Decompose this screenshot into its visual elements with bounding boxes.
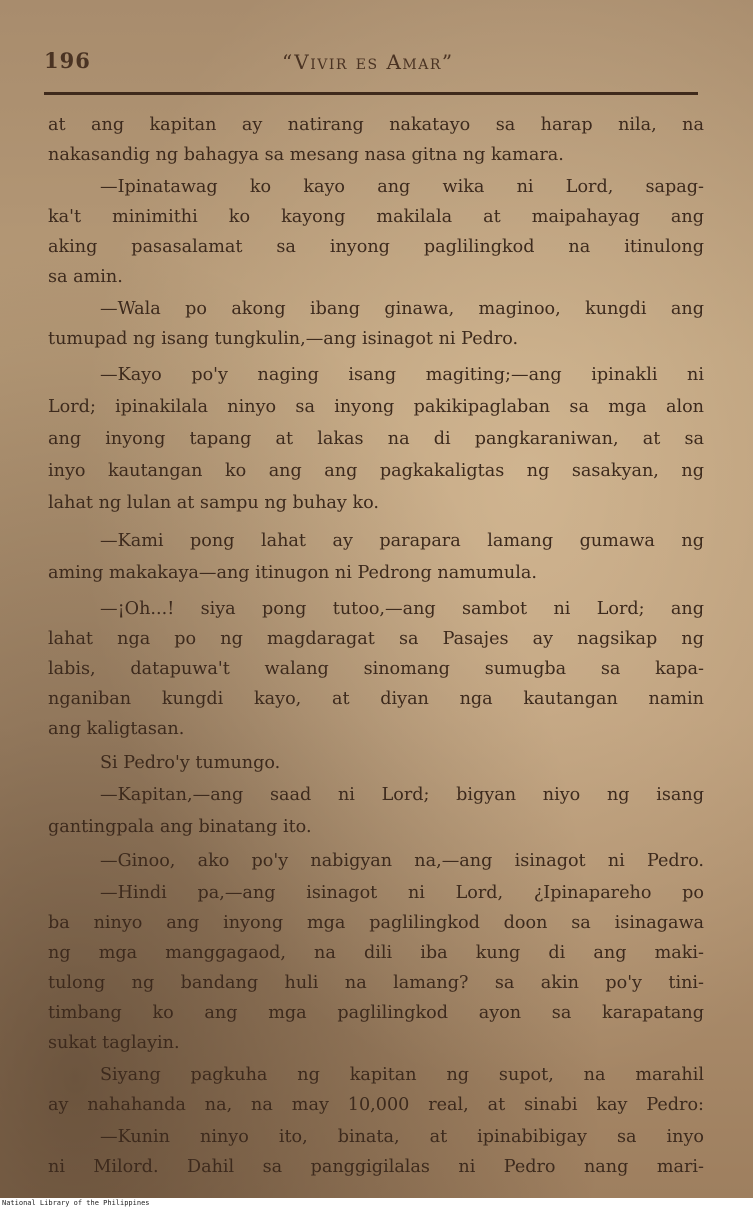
page-number: 196	[44, 48, 91, 73]
text-line-21: Si Pedro'y tumungo.	[100, 753, 281, 773]
text-line-31: Siyang pagkuha ng kapitan ng supot, na marahil	[100, 1065, 704, 1085]
text-line-5: aking pasasalamat sa inyong paglilingkod na itinulong	[48, 237, 704, 257]
text-line-30: sukat taglayin.	[48, 1033, 180, 1053]
text-line-3: —Ipinatawag ko kayo ang wika ni Lord, sapag-	[100, 177, 704, 197]
text-line-29: timbang ko ang mga paglilingkod ayon sa karapatang	[48, 1003, 704, 1023]
text-line-24: —Ginoo, ako po'y nabigyan na,—ang isinagot ni Pedro.	[100, 851, 704, 871]
text-line-14: —Kami pong lahat ay parapara lamang gumawa ng	[100, 531, 704, 551]
text-line-4: ka't minimithi ko kayong makilala at maipahayag ang	[48, 207, 704, 227]
text-line-12: inyo kautangan ko ang ang pagkakaligtas ng sasakyan, ng	[48, 461, 704, 481]
library-credit: National Library of the Philippines	[2, 1199, 150, 1207]
text-line-19: nganiban kungdi kayo, at diyan nga kautangan namin	[48, 689, 704, 709]
text-line-33: —Kunin ninyo ito, binata, at ipinabibigay sa inyo	[100, 1127, 704, 1147]
text-line-11: ang inyong tapang at lakas na di pangkaraniwan, at sa	[48, 429, 704, 449]
text-line-6: sa amin.	[48, 267, 123, 287]
text-line-32: ay nahahanda na, na may 10,000 real, at sinabi kay Pedro:	[48, 1095, 704, 1115]
text-line-28: tulong ng bandang huli na lamang? sa akin po'y tini-	[48, 973, 704, 993]
text-line-10: Lord; ipinakilala ninyo sa inyong pakikipaglaban sa mga alon	[48, 397, 704, 417]
text-line-1: at ang kapitan ay natirang nakatayo sa harap nila, na	[48, 115, 704, 135]
text-line-26: ba ninyo ang inyong mga paglilingkod doon sa isinagawa	[48, 913, 704, 933]
text-line-9: —Kayo po'y naging isang magiting;—ang ipinakli ni	[100, 365, 704, 385]
text-line-25: —Hindi pa,—ang isinagot ni Lord, ¿Ipinapareho po	[100, 883, 704, 903]
header-rule	[44, 92, 698, 95]
text-line-15: aming makakaya—ang itinugon ni Pedrong namumula.	[48, 563, 537, 583]
page-header	[0, 44, 753, 80]
running-title: “Vivir es Amar”	[282, 50, 454, 74]
text-line-7: —Wala po akong ibang ginawa, maginoo, kungdi ang	[100, 299, 704, 319]
text-line-2: nakasandig ng bahagya sa mesang nasa gitna ng kamara.	[48, 145, 564, 165]
text-line-20: ang kaligtasan.	[48, 719, 185, 739]
text-line-22: —Kapitan,—ang saad ni Lord; bigyan niyo ng isang	[100, 785, 704, 805]
text-line-27: ng mga manggagaod, na dili iba kung di ang maki-	[48, 943, 704, 963]
text-line-34: ni Milord. Dahil sa panggigilalas ni Pedro nang mari-	[48, 1157, 704, 1177]
text-line-17: lahat nga po ng magdaragat sa Pasajes ay nagsikap ng	[48, 629, 704, 649]
text-line-23: gantingpala ang binatang ito.	[48, 817, 312, 837]
text-line-8: tumupad ng isang tungkulin,—ang isinagot ni Pedro.	[48, 329, 519, 349]
text-line-16: —¡Oh...! siya pong tutoo,—ang sambot ni Lord; ang	[100, 599, 704, 619]
text-line-18: labis, datapuwa't walang sinomang sumugba sa kapa-	[48, 659, 704, 679]
text-line-13: lahat ng lulan at sampu ng buhay ko.	[48, 493, 379, 513]
